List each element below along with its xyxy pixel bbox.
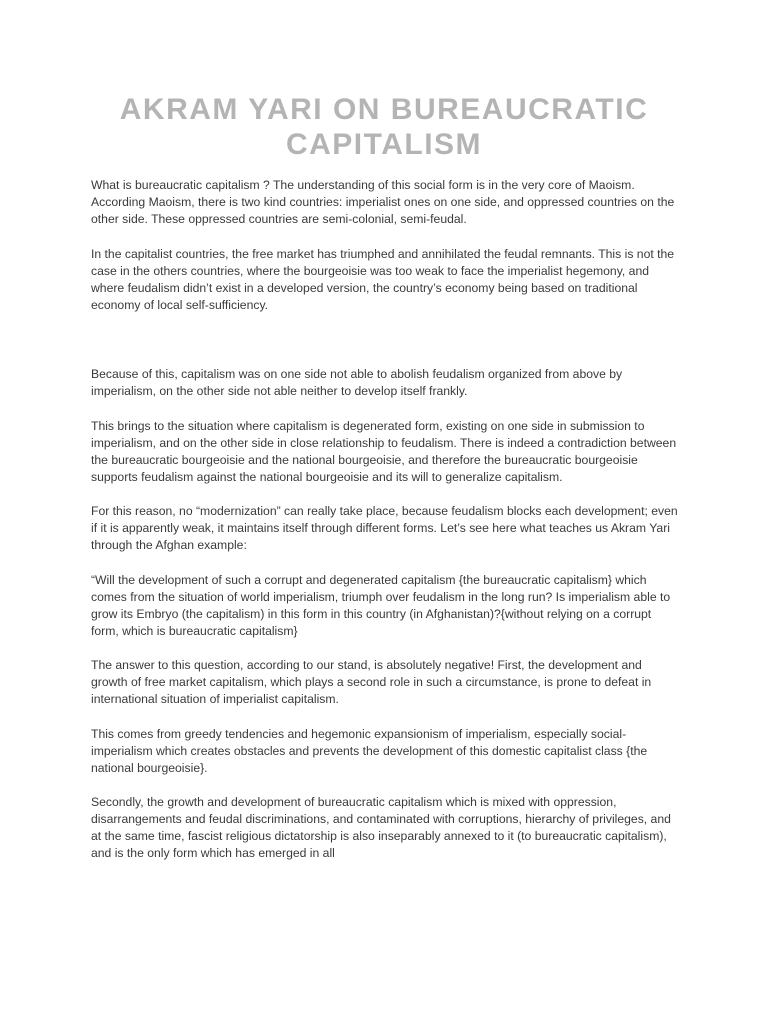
paragraph-4: This brings to the situation where capitalism is degenerated form, existing on one side in submission to imperialism, and on the other side in close relationship to feudalism. There is indeed a contradiction between the bureaucratic bourgeoisie and the national bourgeoisie, and therefore the bureaucratic bourgeoisie supports feudalism against the national bourgeoisie and its will to generalize capitalism.	[91, 419, 677, 484]
paragraph-6: “Will the development of such a corrupt and degenerated capitalism {the bureaucratic capitalism} which comes from the situation of world imperialism, triumph over feudalism in the long run? Is imperialism able to grow its Embryo (the capitalism) in this form in this country (in Afghanistan)?{without relying on a corrupt form, which is bureaucratic capitalism}	[91, 573, 671, 638]
paragraph-5: For this reason, no “modernization” can really take place, because feudalism blocks each development; even if it is apparently weak, it maintains itself through different forms. Let’s see here what teaches us Akram Yari through the Afghan example:	[91, 504, 678, 552]
document-title: AKRAM YARI ON BUREAUCRATIC CAPITALISM	[119, 93, 649, 161]
paragraph-2: In the capitalist countries, the free market has triumphed and annihilated the feudal remnants. This is not the case in the others countries, where the bourgeoisie was too weak to face the imperialist hegemony, and where feudalism didn’t exist in a developed version, the country’s economy being based on traditional economy of local self-sufficiency.	[91, 247, 675, 312]
paragraph-9: Secondly, the growth and development of bureaucratic capitalism which is mixed with oppression, disarrangements and feudal discriminations, and contaminated with corruptions, hierarchy of privileges, and at the same time, fascist religious dictatorship is also inseparably annexed to it (to bureaucratic capitalism), and is the only form which has emerged in all	[91, 795, 671, 860]
paragraph-8: This comes from greedy tendencies and hegemonic expansionism of imperialism, especially social-imperialism which creates obstacles and prevents the development of this domestic capitalist class {the national bourgeoisie}.	[91, 727, 648, 775]
paragraph-7: The answer to this question, according to our stand, is absolutely negative! First, the development and growth of free market capitalism, which plays a second role in such a circumstance, is prone to defeat in international situation of imperialist capitalism.	[91, 658, 652, 706]
document-body	[91, 177, 681, 860]
paragraph-3: Because of this, capitalism was on one side not able to abolish feudalism organized from above by imperialism, on the other side not able neither to develop itself frankly.	[91, 367, 623, 398]
paragraph-1: What is bureaucratic capitalism ? The understanding of this social form is in the very core of Maoism. According Maoism, there is two kind countries: imperialist ones on one side, and oppressed countries on the other side. These oppressed countries are semi-colonial, semi-feudal.	[91, 178, 675, 226]
